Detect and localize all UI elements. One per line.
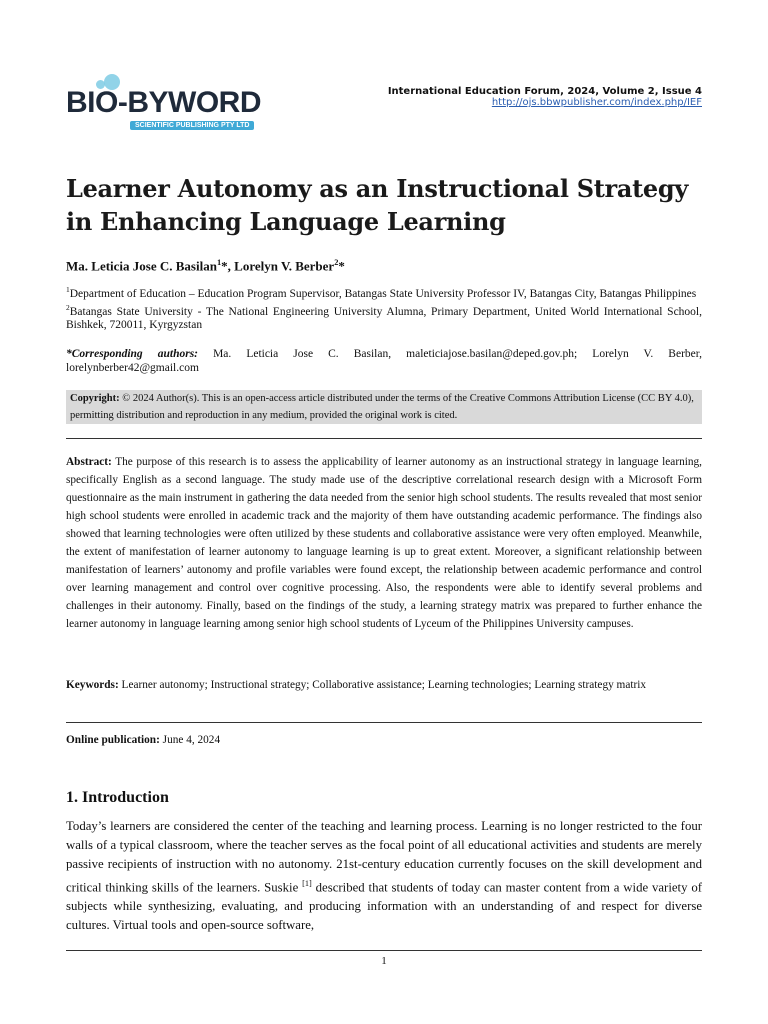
publisher-logo bbox=[66, 74, 281, 138]
affiliation-item: $^2$Batangas State University - The National Engineering University Alumna, Primary Department, United World International School, Bishkek, 720011, Kyrgyzstan bbox=[66, 302, 702, 331]
abstract-text: The purpose of this research is to assess the applicability of learner autonomy as an instructional strategy in language learning, specifically English as a second language. The study made use of the descriptive correlational research design with a Microsoft Form questionnaire as the main instrument in gathering the data needed from the senior high school students. The results revealed that most senior high school students were enrolled in academic track and the majority of them have outstanding academic performance. The findings also showed that learning technologies were often utilized by these students and collaborative assistance were very often employed. Meanwhile, the extent of manifestation of learner autonomy to language learning is up to great extent. Moreover, a significant relationship between manifestation of learners’ autonomy and profile variables were found except, the relationship between academic performance and control over learning management and control over cognitive processing. Also, the respondents were able to identify several problems and challenges in their autonomy. Finally, based on the findings of the study, a learning strategy matrix was prepared to further enhance the learner autonomy in language learning among senior high school students of Lyceum of the Philippines University campuses. bbox=[66, 456, 702, 630]
affiliation-item: $^1$Department of Education – Education Program Supervisor, Batangas State University Professor IV, Batangas City, Batangas Philippines bbox=[66, 285, 697, 300]
divider bbox=[66, 438, 702, 439]
copyright-box bbox=[66, 390, 702, 424]
journal-url-link[interactable]: http://ojs.bbwpublisher.com/index.php/IEF bbox=[491, 97, 702, 108]
author-name: Ma. Leticia Jose C. Basilan bbox=[66, 258, 217, 274]
copyright-text: © 2024 Author(s). This is an open-access article distributed under the terms of the Creative Commons Attribution License (CC BY 4.0), permitting distribution and reproduction in any medium, provided the original work is cited. bbox=[70, 393, 694, 421]
author-mark: * bbox=[338, 258, 345, 274]
abstract bbox=[66, 453, 702, 633]
journal-citation: International Education Forum, 2024, Volume 2, Issue 4 bbox=[387, 86, 702, 97]
citation-ref[interactable]: [1] bbox=[302, 879, 312, 888]
abstract-label: Abstract: bbox=[66, 456, 112, 468]
corresponding-text: Ma. Leticia Jose C. Basilan, maleticiajose.basilan@deped.gov.ph; Lorelyn V. Berber, lorelynberber42@gmail.com bbox=[66, 348, 702, 374]
section-body: Today’s learners are considered the center of the teaching and learning process. Learning is no longer restricted to the four walls of a typical classroom, where the teacher serves as the focal point of all educational activities and students are merely passive recipients of instruction with no autonomy. 21st-century education currently focuses on the skill development and critical thinking skills of the learners. Suskie [1] described that students of today can master content from a wide variety of subjects while synthesizing, evaluating, and producing information with an understanding of and respect for diverse cultures. Virtual tools and open-source software, bbox=[66, 819, 702, 933]
corresponding-label: *Corresponding authors: bbox=[66, 348, 199, 360]
author-mark: *, bbox=[221, 258, 235, 274]
paper-title: Learner Autonomy as an Instructional Strategy in Enhancing Language Learning bbox=[66, 174, 689, 236]
logo-subtitle: SCIENTIFIC PUBLISHING PTY LTD bbox=[130, 121, 254, 130]
divider bbox=[66, 722, 702, 723]
corresponding-authors bbox=[66, 347, 702, 375]
affiliations bbox=[66, 283, 702, 332]
logo-wordmark: BIO-BYWORD bbox=[66, 86, 261, 119]
author-list bbox=[66, 257, 345, 274]
journal-info bbox=[388, 86, 702, 108]
copyright-label: Copyright: bbox=[70, 393, 120, 404]
section-heading: 1. Introduction bbox=[66, 789, 169, 806]
affiliation-ref: 1 bbox=[216, 257, 222, 267]
keywords bbox=[66, 676, 702, 694]
online-date: June 4, 2024 bbox=[159, 734, 221, 746]
online-publication bbox=[66, 734, 220, 746]
footer-divider bbox=[66, 950, 702, 951]
author-name: Lorelyn V. Berber bbox=[234, 258, 335, 274]
affiliation-ref: 2 bbox=[334, 257, 339, 267]
online-label: Online publication: bbox=[66, 734, 160, 746]
keywords-label: Keywords: bbox=[66, 679, 119, 691]
page-number: 1 bbox=[381, 955, 387, 967]
keywords-text: Learner autonomy; Instructional strategy; Collaborative assistance; Learning technologies; Learning strategy matrix bbox=[118, 679, 647, 691]
